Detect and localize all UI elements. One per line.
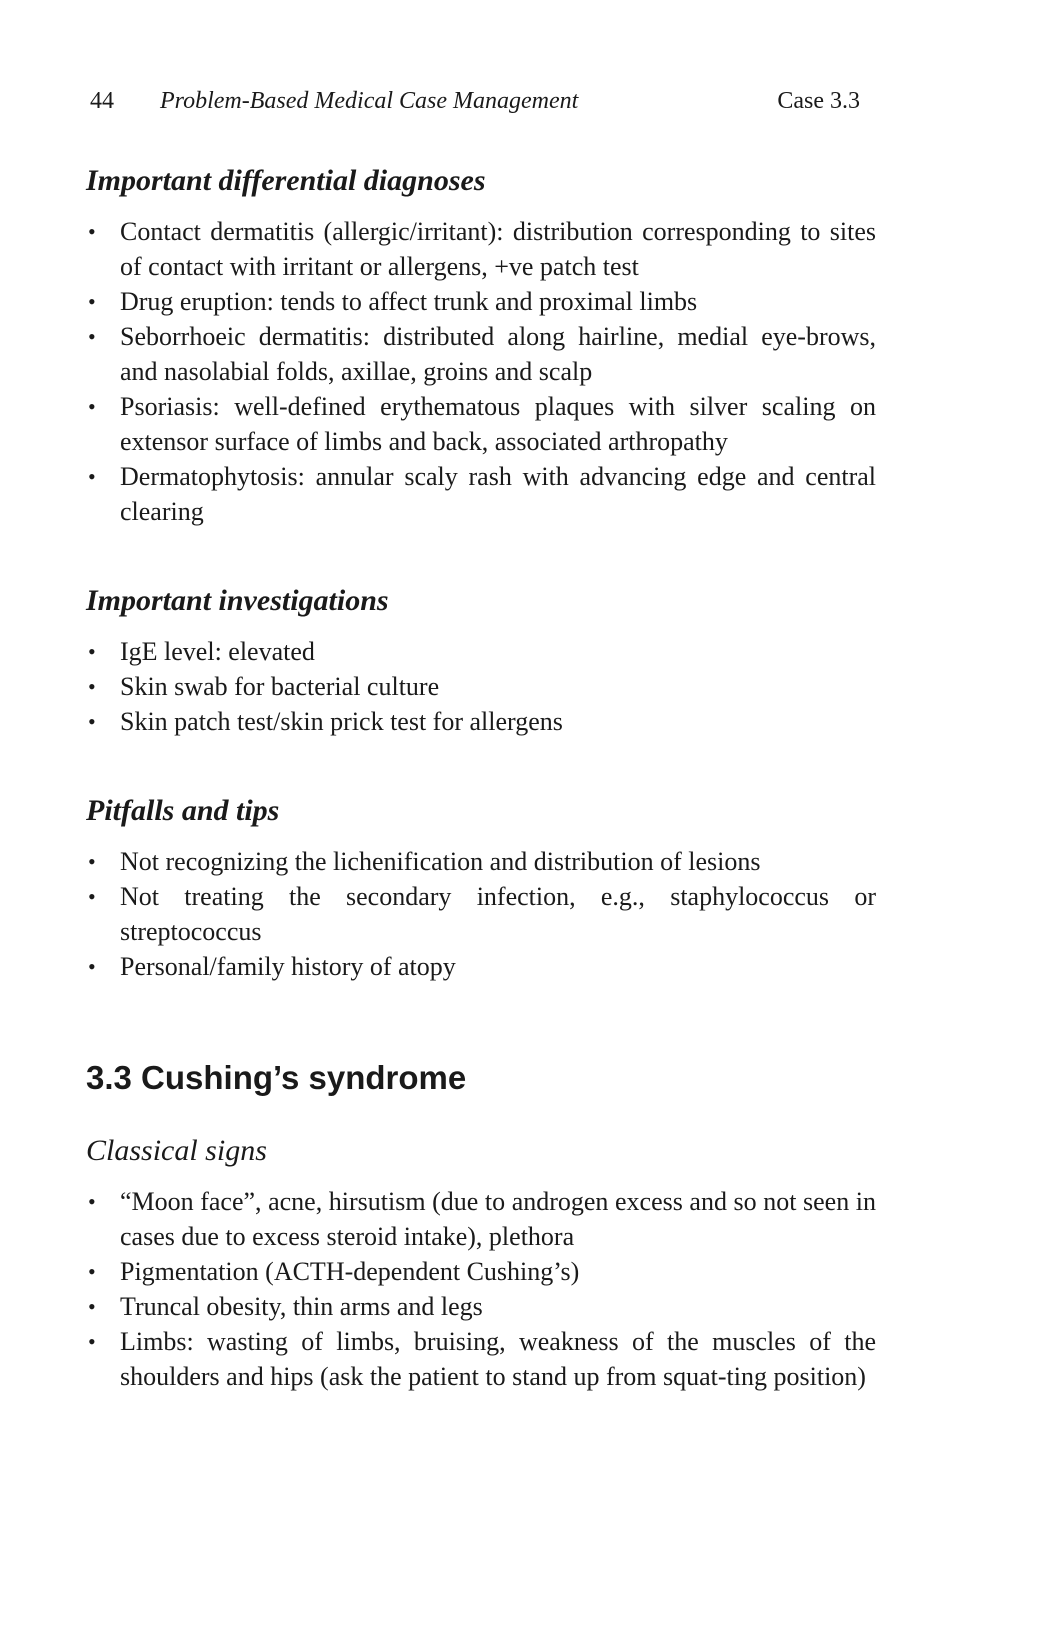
list-item <box>86 879 876 949</box>
list-item <box>86 1324 876 1394</box>
list-item <box>86 634 876 669</box>
classical-signs-section <box>86 1133 876 1394</box>
bullet-icon: • <box>88 1189 96 1214</box>
classical-signs-heading: Classical signs <box>86 1134 267 1167</box>
list-item <box>86 1254 876 1289</box>
list-item-text: “Moon face”, acne, hirsutism (due to androgen excess and so not seen in cases due to excess steroid intake), plethora <box>120 1187 876 1251</box>
bullet-icon: • <box>88 1294 96 1319</box>
bullet-icon: • <box>88 1259 96 1284</box>
list-item <box>86 319 876 389</box>
bullet-icon: • <box>88 219 96 244</box>
page-number: 44 <box>90 88 114 114</box>
list-item-text: Skin patch test/skin prick test for allergens <box>120 707 563 736</box>
bullet-icon: • <box>88 849 96 874</box>
list-item <box>86 704 876 739</box>
list-item-text: Contact dermatitis (allergic/irritant): distribution corresponding to sites of contact with irritant or allergens, +ve patch test <box>120 217 876 281</box>
cushing-section <box>86 1058 876 1098</box>
bullet-icon: • <box>88 709 96 734</box>
list-item-text: IgE level: elevated <box>120 637 315 666</box>
bullet-icon: • <box>88 674 96 699</box>
bullet-icon: • <box>88 884 96 909</box>
bullet-icon: • <box>88 289 96 314</box>
list-item <box>86 844 876 879</box>
list-item <box>86 1184 876 1254</box>
list-item <box>86 459 876 529</box>
list-item-text: Psoriasis: well-defined erythematous plaques with silver scaling on extensor surface of limbs and back, associated arthropathy <box>120 392 876 456</box>
list-item-text: Drug eruption: tends to affect trunk and proximal limbs <box>120 287 698 316</box>
bullet-icon: • <box>88 394 96 419</box>
list-item-text: Seborrhoeic dermatitis: distributed along hairline, medial eye-brows, and nasolabial folds, axillae, groins and scalp <box>120 322 876 386</box>
pitfalls-heading: Pitfalls and tips <box>86 794 280 827</box>
running-header <box>90 88 860 120</box>
list-item <box>86 389 876 459</box>
book-title: Problem-Based Medical Case Management <box>160 88 579 114</box>
bullet-icon: • <box>88 639 96 664</box>
pitfalls-list <box>86 844 876 984</box>
classical-signs-list <box>86 1184 876 1394</box>
list-item-text: Truncal obesity, thin arms and legs <box>120 1292 483 1321</box>
bullet-icon: • <box>88 324 96 349</box>
differential-heading: Important differential diagnoses <box>86 164 486 197</box>
list-item <box>86 1289 876 1324</box>
list-item <box>86 214 876 284</box>
bullet-icon: • <box>88 464 96 489</box>
list-item-text: Not recognizing the lichenification and distribution of lesions <box>120 847 761 876</box>
list-item-text: Pigmentation (ACTH-dependent Cushing’s) <box>120 1257 580 1286</box>
list-item-text: Limbs: wasting of limbs, bruising, weakness of the muscles of the shoulders and hips (ask the patient to stand up from squat-ting position) <box>120 1327 876 1391</box>
pitfalls-section <box>86 793 876 984</box>
list-item-text: Personal/family history of atopy <box>120 952 456 981</box>
investigations-section <box>86 583 876 739</box>
list-item <box>86 669 876 704</box>
investigations-list <box>86 634 876 739</box>
list-item <box>86 949 876 984</box>
cushing-heading: 3.3 Cushing’s syndrome <box>86 1059 467 1096</box>
differential-section <box>86 163 876 529</box>
investigations-heading: Important investigations <box>86 584 389 617</box>
list-item-text: Skin swab for bacterial culture <box>120 672 440 701</box>
list-item-text: Not treating the secondary infection, e.g., staphylococcus or streptococcus <box>120 882 876 946</box>
differential-list <box>86 214 876 529</box>
case-label: Case 3.3 <box>777 88 860 114</box>
bullet-icon: • <box>88 1329 96 1354</box>
bullet-icon: • <box>88 954 96 979</box>
list-item <box>86 284 876 319</box>
list-item-text: Dermatophytosis: annular scaly rash with advancing edge and central clearing <box>120 462 876 526</box>
